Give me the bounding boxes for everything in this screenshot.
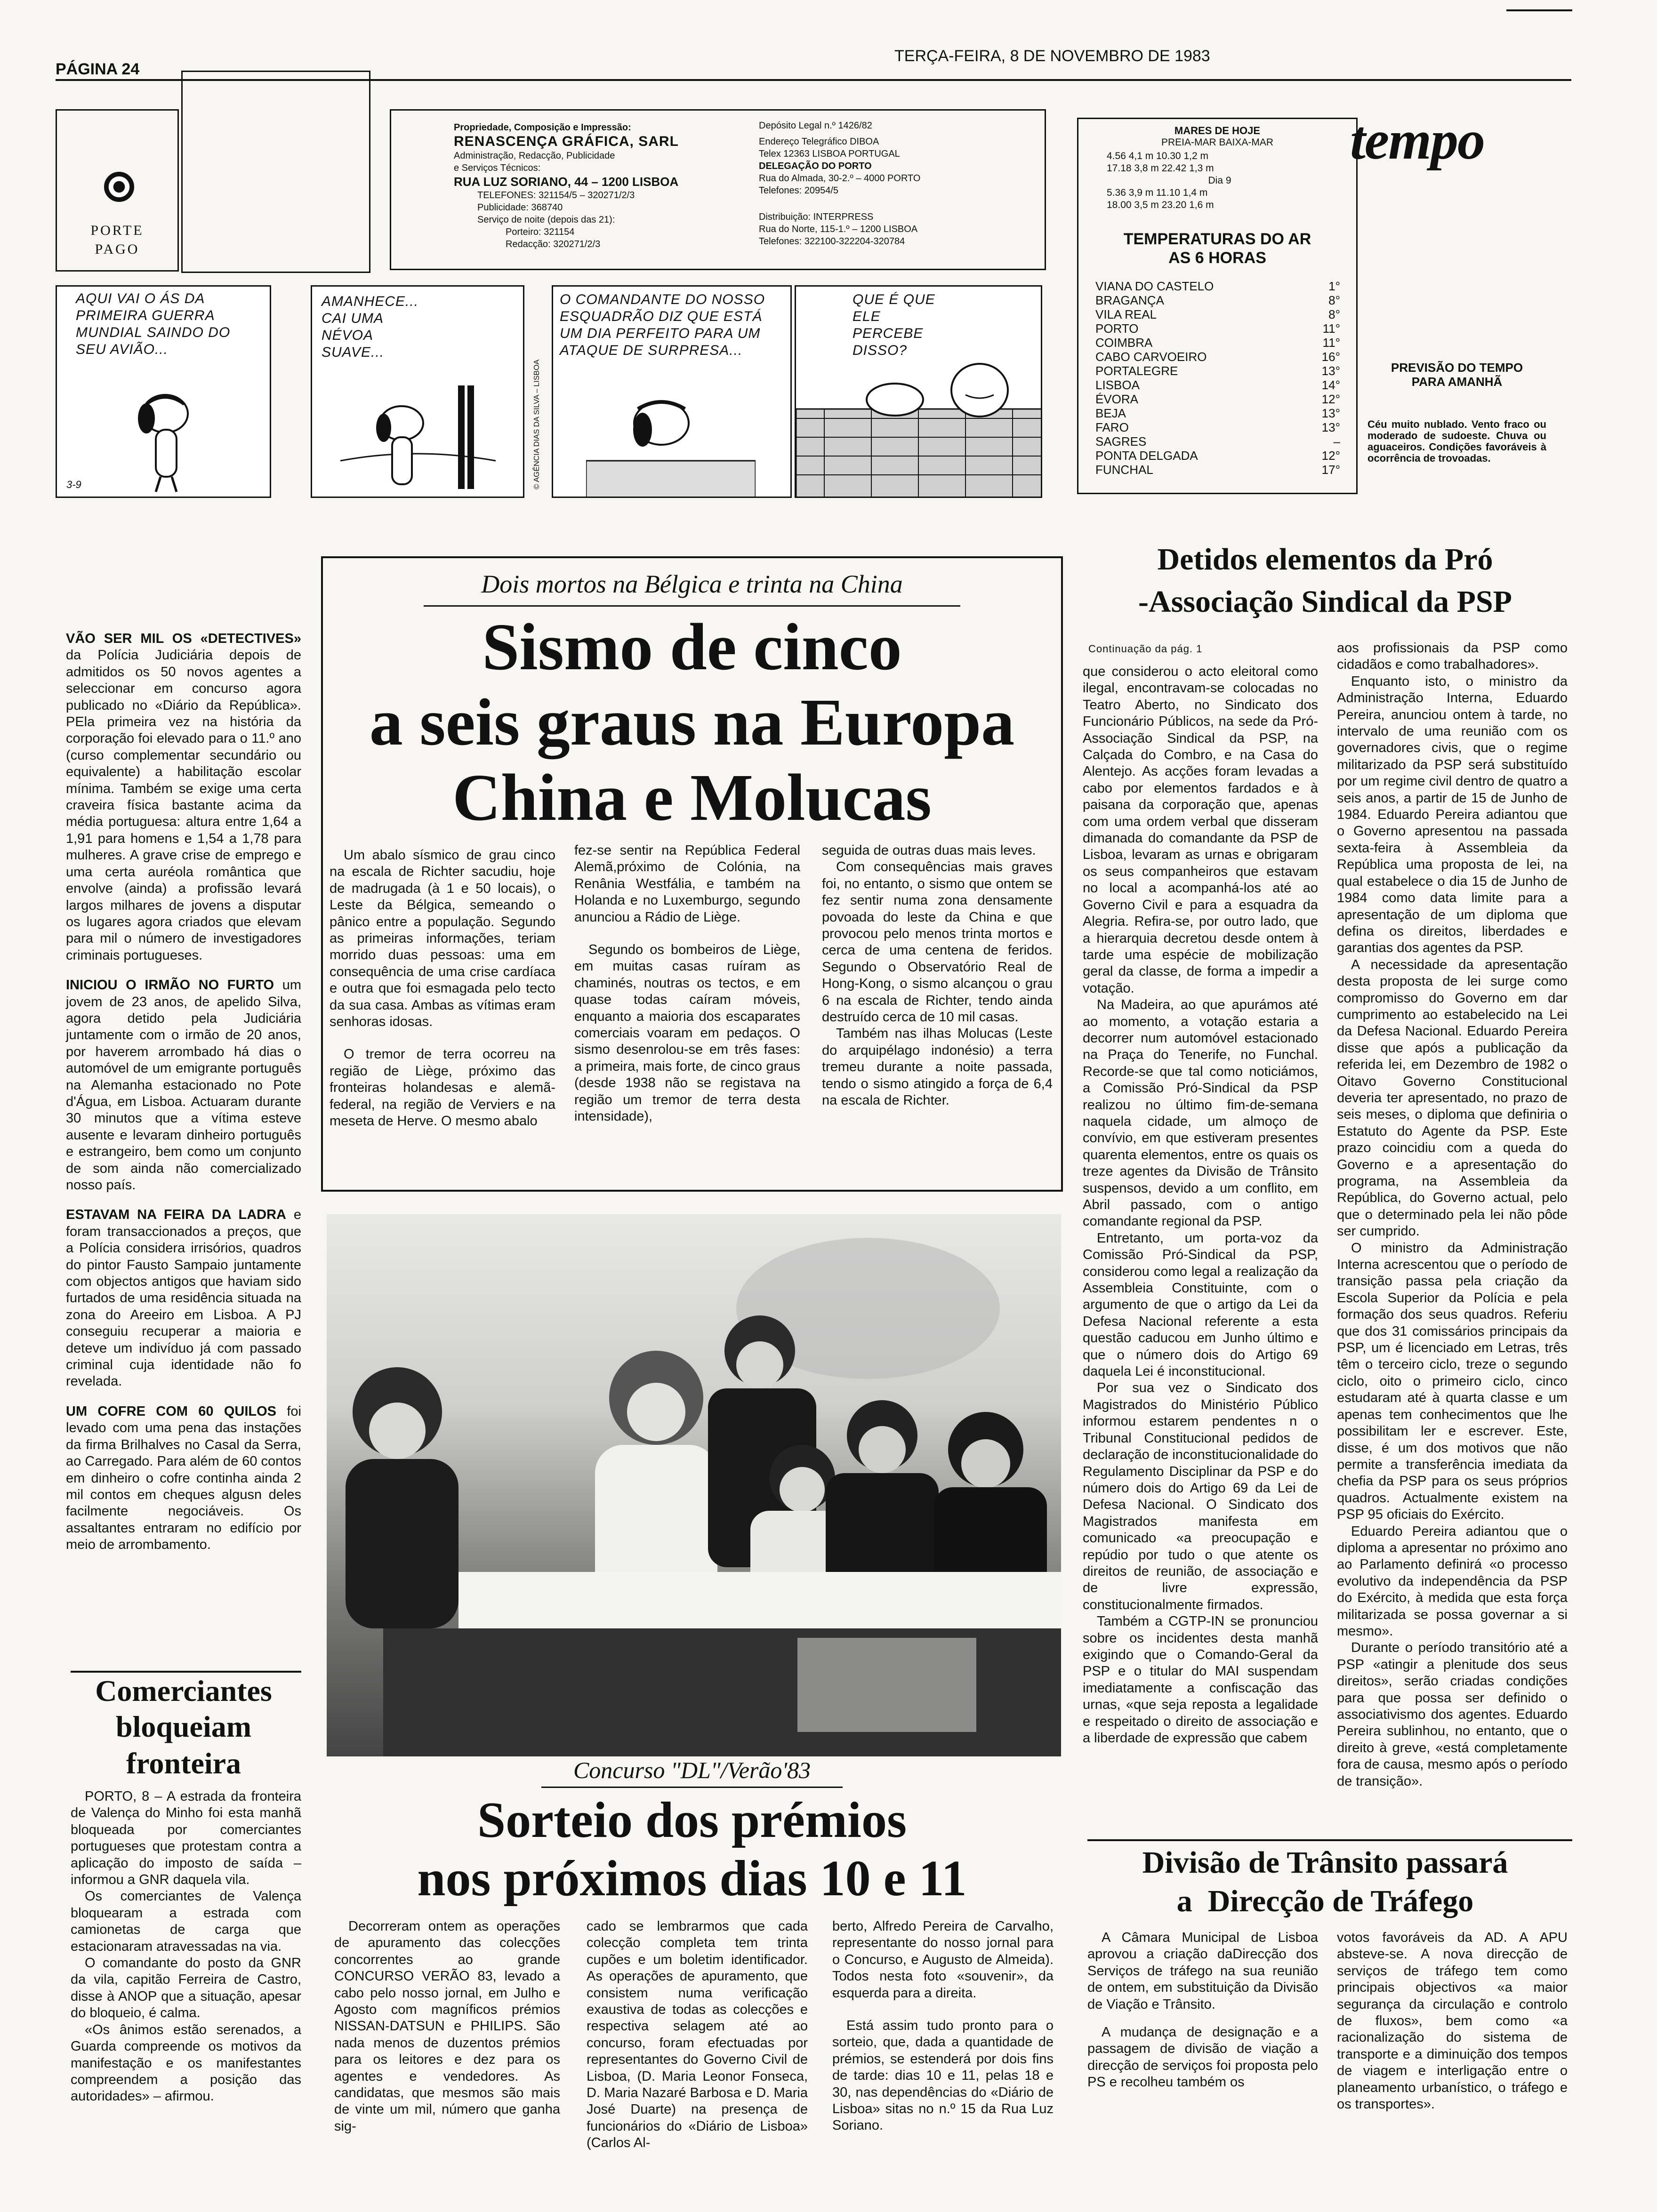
snoopy-figure-icon: [340, 376, 496, 498]
temps-title-2: AS 6 HORAS: [1168, 249, 1266, 267]
temps-city: LISBOA: [1095, 378, 1140, 392]
temps-value: 13°: [1321, 406, 1340, 420]
temps-value: 1°: [1328, 279, 1340, 293]
brief-lead: UM COFRE COM 60 QUILOS: [66, 1403, 277, 1419]
mares-row: 18.00 3,5 m 23.20 1,6 m: [1107, 200, 1214, 210]
tempo-logo: tempo: [1350, 109, 1484, 171]
sismo-title-2: a seis graus na Europa: [369, 685, 1015, 759]
comerciantes-rule: [71, 1671, 301, 1673]
temps-row: [1095, 392, 1340, 406]
temps-row: [1095, 350, 1340, 364]
legal-endereco: Endereço Telegráfico DIBOA: [759, 136, 879, 147]
temps-row: [1095, 279, 1340, 293]
ownership-noite: Serviço de noite (depois das 21):: [477, 215, 615, 225]
temps-row: [1095, 293, 1340, 307]
temps-city: CABO CARVOEIRO: [1095, 350, 1207, 364]
transito-col-1: [1087, 1930, 1318, 2091]
temps-value: 11°: [1322, 321, 1340, 336]
mares-row: 17.18 3,8 m 22.42 1,3 m: [1107, 163, 1214, 174]
comerciantes-para: «Os ânimos estão serenados, a Guarda compreende os motivos da manifestação e os manifestantes compreendem a posição das autoridades» – afirmou.: [71, 2022, 301, 2104]
photo-people-illustration: [327, 1214, 1061, 1756]
temps-value: 14°: [1321, 378, 1340, 392]
temps-value: 11°: [1322, 336, 1340, 350]
transito-rule: [1087, 1839, 1572, 1841]
porte-label: PORTE: [90, 223, 144, 238]
sorteio-col-2: [587, 1918, 808, 2152]
company-name: RENASCENÇA GRÁFICA, SARL: [454, 134, 679, 149]
legal-distribuicao: Distribuição: INTERPRESS: [759, 212, 874, 222]
previsao-text: Céu muito nublado. Vento fraco ou moderado de sudoeste. Chuva ou aguaceiros. Condições favoráveis à ocorrência de trovoadas.: [1367, 418, 1546, 464]
sismo-kicker: Dois mortos na Bélgica e trinta na China: [481, 570, 903, 598]
psp-para: Na Madeira, ao que apurámos até ao momento, a votação estaria a decorrer num automóvel estacionado na Praça do Tenerife, no Funchal. Recorde-se que tal como noticiámos, a Comissão Pró-Sindical da PSP realizou no último fim-de-semana naquela cidade, um almoço de convívio, em que estiveram presentes quarenta elementos, entre os quais os treze agentes da Divisão de Trânsito suspensos, devido a um conflito, em Abril passado, com o antigo comandante regional da PSP.: [1083, 997, 1318, 1229]
ownership-porteiro: Porteiro: 321154: [506, 227, 575, 237]
transito-title-2: a Direcção de Tráfego: [1176, 1884, 1474, 1918]
temps-row: [1095, 307, 1340, 321]
legal-deposito: Depósito Legal n.º 1426/82: [759, 120, 872, 131]
temps-row: [1095, 406, 1340, 420]
temps-value: 17°: [1321, 463, 1340, 477]
header-rule-top: [1506, 9, 1572, 11]
comerciantes-title-1: Comerciantes: [95, 1674, 272, 1707]
ownership-line1: Propriedade, Composição e Impressão:: [454, 122, 631, 133]
comerciantes-para: Os comerciantes de Valença bloquearam a estrada com camionetas de carga que estacionaram atravessadas na via.: [71, 1889, 301, 1954]
temps-city: PORTALEGRE: [1095, 364, 1178, 378]
temps-city: BRAGANÇA: [1095, 293, 1164, 307]
temps-city: PONTA DELGADA: [1095, 449, 1198, 463]
sorteio-para: cado se lembrarmos que cada colecção completa tem trinta cupões e um boletim identificador. As operações de apuramento, que consistem numa verificação exaustiva de todas as colecções e respectiva selagem até ao concurso, foram efectuadas por representantes do Governo Civil de Lisboa, (D. Maria Leonor Fonseca, D. Maria Nazaré Barbosa e D. Maria José Duarte) na presença de funcionários do «Diário de Lisboa» (Carlos Al-: [587, 1919, 808, 2151]
comerciantes-title-3: fronteira: [126, 1747, 241, 1780]
temps-row: [1095, 378, 1340, 392]
sismo-col-3: [822, 842, 1053, 1109]
previsao-title-2: PARA AMANHÃ: [1411, 375, 1503, 389]
psp-para: Também a CGTP-IN se pronunciou sobre os incidentes desta manhã exigindo que o Comando-Geral da PSP e o titular do MAI suspendam imediatamente a confiscação das urnas, «que seja reposta a legalidade e respeitado o direito de associação e a liberdade de expressão que cabem: [1083, 1614, 1318, 1746]
temps-value: 13°: [1321, 420, 1340, 434]
sismo-para: Com consequências mais graves foi, no entanto, o sismo que ontem se fez sentir numa zona densamente povoada do leste da China e que provocou pelo menos trinta mortos e cerca de uma centena de feridos. Segundo o Observatório Real de Hong-Kong, o sismo alcançou o grau 6 na escala de Richter, tendo ainda destruído cerca de 10 mil casas.: [822, 859, 1053, 1025]
sismo-para: Segundo os bombeiros de Liège, em muitas casas ruíram as chaminés, noutras os tectos, e em quase todas caíram móveis, enquanto a maioria dos escaparates comerciais voaram em pedaços. O sismo desenrolou-se em três fases: a primeira, mais forte, de cinco graus (desde 1938 não se registava na região um tremor de terra desta intensidade),: [574, 942, 800, 1124]
mares-title: MARES DE HOJE: [1174, 125, 1261, 136]
mares-row: 4.56 4,1 m 10.30 1,2 m: [1107, 151, 1208, 161]
temps-value: 13°: [1321, 364, 1340, 378]
ownership-publicidade: Publicidade: 368740: [477, 202, 563, 213]
temps-city: VIANA DO CASTELO: [1095, 279, 1214, 293]
brief-text: foi levado com uma pena das instações da firma Brilhalves no Casal da Serra, ao Carregado. Para além de 60 contos em dinheiro o cofre continha ainda 2 mil contos em cheques algusn deles facilmente negociáveis. Os assaltantes entraram no edifício por meio de arrombamento.: [66, 1403, 301, 1553]
psp-para: Eduardo Pereira adiantou que o diploma a apresentar no próximo ano ao Parlamento definirá «o processo evolutivo da independência da PSP do Exército, à medida que esta força militarizada se possa governar a si mesmo».: [1337, 1523, 1568, 1639]
psp-para: A necessidade da apresentação desta proposta de lei surge como compromisso do Governo em dar cumprimento ao estabelecido na Lei da Defesa Nacional. Eduardo Pereira disse que após a publicação da referida lei, em Dezembro de 1982 o Oitavo Governo Constitucional deveria ter apresentado, no prazo de seis meses, o diploma que definiria o Estatuto do Agente da PSP. Este prazo coincidiu com a queda do Governo e a apresentação do programa, na Assembleia da República, do Governo actual, pelo que o determinado pela lei não pôde ser cumprido.: [1337, 957, 1568, 1239]
mares-sub: PREIA-MAR BAIXA-MAR: [1161, 137, 1274, 148]
psp-title-1: Detidos elementos da Pró: [1157, 542, 1493, 577]
legal-block: [759, 120, 1022, 248]
snoopy-figure-icon: [118, 381, 212, 494]
page-number: PÁGINA 24: [56, 60, 140, 78]
sorteio-kicker-rule: [541, 1787, 843, 1788]
blank-stamp-box: [181, 71, 370, 273]
sorteio-col-3: [832, 1918, 1054, 2134]
ownership-redaccao: Redacção: 320271/2/3: [506, 239, 601, 249]
psp-para: O ministro da Administração Interna acrescentou que o período de transição passa pela criação da Escola Superior da Polícia e pela formação dos seus quadros. Referiu que dos 31 comissários principais da PSP, um é licenciado em Letras, três têm o terceiro ciclo, treze o segundo ciclo, oito o primeiro ciclo, cinco estudaram até à quarta classe e um apenas tem conhecimentos que lhe possibilitam ler e escrever. Este, disse, é um dos motivos que não permite a transferência imediata da chefia da PSP para os seus próprios quadros. Actualmente existem na PSP 95 oficiais do Exército.: [1337, 1240, 1568, 1523]
sismo-para: fez-se sentir na República Federal Alemã,próximo de Colónia, na Renânia Westfália, e também na Holanda e no Luxemburgo, segundo anunciou a Rádio de Liège.: [574, 843, 800, 925]
sismo-col-1: [330, 847, 555, 1130]
temps-row: [1095, 364, 1340, 378]
sorteio-title-2: nos próximos dias 10 e 11: [417, 1851, 967, 1907]
temps-value: 8°: [1328, 307, 1340, 321]
transito-para: A mudança de designação e a passagem de divisão de viação a direcção de serviços foi proposta pelo PS e recolheu também os: [1087, 2025, 1318, 2090]
psp-continuacao: Continuação da pág. 1: [1088, 643, 1203, 655]
temps-value: 12°: [1321, 449, 1340, 463]
charlie-brown-figure-icon: [796, 343, 1042, 498]
temps-city: FUNCHAL: [1095, 463, 1153, 477]
sorteio-col-1: [334, 1918, 560, 2135]
legal-dist-tel: Telefones: 322100-322204-320784: [759, 236, 905, 247]
comic-panel-1: [56, 285, 271, 498]
temps-row: [1095, 463, 1340, 477]
comic-panel-4: [795, 285, 1042, 498]
temps-row: [1095, 434, 1340, 449]
temps-city: COIMBRA: [1095, 336, 1153, 350]
legal-delegacao: DELEGAÇÃO DO PORTO: [759, 161, 872, 171]
left-briefs-column: [66, 631, 301, 1554]
ownership-admin: Administração, Redacção, Publicidade: [454, 151, 615, 161]
temps-city: SAGRES: [1095, 434, 1147, 449]
temps-row: [1095, 321, 1340, 336]
comerciantes-title-2: bloqueiam: [115, 1710, 252, 1743]
sorteio-title-1: Sorteio dos prémios: [477, 1792, 907, 1848]
temps-row: [1095, 449, 1340, 463]
temps-value: 12°: [1321, 392, 1340, 406]
sismo-title-1: Sismo de cinco: [482, 609, 902, 684]
contest-photo: [327, 1214, 1061, 1756]
temps-city: BEJA: [1095, 406, 1126, 420]
sismo-kicker-rule: [424, 605, 960, 607]
comic-bubble-text: AQUI VAI O ÁS DA PRIMEIRA GUERRA MUNDIAL SAINDO DO SEU AVIÃO...: [76, 291, 231, 357]
psp-para: Enquanto isto, o ministro da Administração Interna, Eduardo Pereira, anunciou ontem à tarde, no intervalo de uma reunião com os governadores civis, que o regime militarizado da PSP será substituído por um regime civil dentro de quatro a seis anos, a partir de 15 de Junho de 1984. Eduardo Pereira adiantou que o Governo apresentou na passada sexta-feira à Assembleia da República uma proposta de lei, na qual estabelece o dia 15 de Junho de 1984 como data limite para a apresentação de um diploma que defina os direitos, liberdades e garantias dos agentes da PSP.: [1337, 673, 1568, 956]
psp-col-2: [1337, 640, 1568, 1790]
brief-text: e foram transaccionados a preços, que a Polícia considera irrisórios, quadros do pintor Fausto Sampaio juntamente com objectos antigos que haviam sido furtados de uma residência situada na zona do Areeiro em Lisboa. A PJ conseguiu recuperar a maioria e deteve um indivíduo já com passado criminal cuja identidade não fo revelada.: [66, 1207, 301, 1389]
legal-telex: Telex 12363 LISBOA PORTUGAL: [759, 149, 900, 159]
temps-list: [1095, 279, 1340, 477]
sorteio-kicker: Concurso "DL"/Verão'83: [573, 1757, 811, 1783]
brief-text: da Polícia Judiciária depois de admitidos os 50 novos agentes a seleccionar em concurso agora publicado no «Diário da República». PEla primeira vez na história da corporação foi elevado para o 11.º ano (curso complementar secundário ou equivalente) a habilitação escolar mínima. Também se exige uma certa craveira física bastante acima da média portuguesa: altura entre 1,64 a 1,91 para homens e 1,54 a 1,78 para mulheres. A grave crise de emprego e uma certa auréola romântica que envolve (ainda) a profissão levará largos milhares de jovens a disputar os lugares agora criados que elevam para mil o número de investigadores criminais portugueses.: [66, 648, 301, 963]
comic-panel-3: [552, 285, 792, 498]
mares-row: Dia 9: [1208, 175, 1231, 186]
sismo-para: Também nas ilhas Molucas (Leste do arquipélago indonésio) a terra tremeu durante a noite passada, tendo o sismo atingido a força de 6,4 na escala de Richter.: [822, 1026, 1053, 1108]
mares-rows: [1107, 150, 1333, 211]
transito-para: votos favoráveis da AD. A APU absteve-se. A nova direcção de serviços de tráfego tem como principais objectivos «a maior segurança da circulação e controlo de fluxos», bem como «a racionalização do sistema de transporte e a diminuição dos tempos de viagem e interligação entre o planeamento urbanístico, o tráfego e os transportes».: [1337, 1930, 1568, 2112]
ownership-services: e Serviços Técnicos:: [454, 163, 541, 173]
temps-row: [1095, 420, 1340, 434]
temps-value: 8°: [1328, 293, 1340, 307]
porte-pago-box: [56, 109, 179, 272]
temps-city: FARO: [1095, 420, 1129, 434]
temps-title-1: TEMPERATURAS DO AR: [1123, 230, 1311, 248]
comerciantes-body: [71, 1788, 301, 2105]
sorteio-para: Decorreram ontem as operações de apuramento das colecções concorrentes ao grande CONCURSO VERÃO 83, levado a cabo pelo nosso jornal, em Julho e Agosto com magníficos prémios NISSAN-DATSUN e PHILIPS. São nada menos de duzentos prémios para os leitores e dez para os agentes e vendedores. As candidatas, que mesmos são mais de vinte um mil, número que ganha sig-: [334, 1919, 560, 2134]
sismo-para: O tremor de terra ocorreu na região de Liège, próximo das fronteiras holandesas e alemã-federal, na região de Verviers e na meseta de Herve. O mesmo abalo: [330, 1047, 555, 1129]
comic-bubble-text: QUE É QUE ELE PERCEBE DISSO?: [853, 292, 935, 358]
psp-para: aos profissionais da PSP como cidadãos e como trabalhadores».: [1337, 641, 1568, 673]
sismo-title-3: China e Molucas: [452, 760, 932, 834]
temps-city: PORTO: [1095, 321, 1139, 336]
sismo-para: seguida de outras duas mais leves.: [822, 843, 1036, 858]
psp-para: Entretanto, um porta-voz da Comissão Pró-Sindical da PSP, considerou como legal a realização da Assembleia Constituinte, com o argumento de que o artigo da Lei da Defesa Nacional referente a esta questão caducou em Junho último e que o número dois do Artigo 69 daquela Lei é inconstitucional.: [1083, 1230, 1318, 1379]
legal-porto-addr: Rua do Almada, 30-2.º – 4000 PORTO: [759, 173, 921, 184]
brief-text: um jovem de 23 anos, de apelido Silva, agora detido pela Judiciária juntamente com o irmão de 20 anos, por haverem arrombado há dias o automóvel de um emigrante português na Alemanha estacionado no Pote d'Água, em Lisboa. Actuaram durante 30 minutos que a vítima esteve ausente e levaram dinheiro português e estrangeiro, bem como um conjunto de som ainda não comercializado nosso país.: [66, 978, 301, 1193]
pago-label: PAGO: [95, 241, 140, 257]
legal-dist-addr: Rua do Norte, 115-1.º – 1200 LISBOA: [759, 224, 918, 234]
brief-lead: INICIOU O IRMÃO NO FURTO: [66, 978, 274, 993]
comic-panel-2: [311, 285, 524, 498]
psp-col-1: [1083, 664, 1318, 1747]
page-date: TERÇA-FEIRA, 8 DE NOVEMBRO DE 1983: [894, 47, 1210, 65]
sismo-para: Um abalo sísmico de grau cinco na escala de Richter sacudiu, hoje de madrugada (à 1 e 50 locais), o Leste da Bélgica, semeando o pânico entre a população. Segundo as primeiras informações, teriam morrido duas pessoas: uma em consequência de uma crise cardíaca e outra que foi esmagada pelo tecto da sua casa. Ambas as vítimas eram senhoras idosas.: [330, 848, 555, 1030]
comerciantes-para: O comandante do posto da GNR da vila, capitão Ferreira de Castro, disse à ANOP que a situação, apesar do bloqueio, é calma.: [71, 1956, 301, 2021]
comic-bubble-text: AMANHECE... CAI UMA NÉVOA SUAVE...: [322, 294, 419, 360]
ownership-block: [454, 121, 746, 250]
comic-credit: © AGÊNCIA DIAS DA SILVA – LISBOA: [533, 359, 541, 489]
temps-city: ÉVORA: [1095, 392, 1139, 406]
ownership-address: RUA LUZ SORIANO, 44 – 1200 LISBOA: [454, 175, 679, 189]
mares-row: 5.36 3,9 m 11.10 1,4 m: [1107, 187, 1208, 198]
sorteio-para: Está assim tudo pronto para o sorteio, que, dada a quantidade de prémios, se estenderá por dois fins de tarde: dias 10 e 11, pelas 18 e 30, nas dependências do «Diário de Lisboa» sitas no n.º 15 da Rua Luz Soriano.: [832, 2018, 1054, 2133]
comic-bubble-text: O COMANDANTE DO NOSSO ESQUADRÃO DIZ QUE ESTÁ UM DIA PERFEITO PARA UM ATAQUE DE SURPRESA...: [560, 292, 765, 358]
temps-value: –: [1333, 434, 1340, 449]
sismo-col-2: [574, 842, 800, 1125]
comic-date-mark: 3-9: [66, 479, 81, 490]
legal-porto-tel: Telefones: 20954/5: [759, 185, 839, 196]
snoopy-figure-icon: [586, 381, 756, 498]
brief-lead: ESTAVAM NA FEIRA DA LADRA: [66, 1207, 286, 1223]
temps-value: 16°: [1321, 350, 1340, 364]
temps-city: VILA REAL: [1095, 307, 1157, 321]
seal-icon: [104, 172, 134, 202]
previsao-title-1: PREVISÃO DO TEMPO: [1391, 361, 1523, 375]
psp-para: que considerou o acto eleitoral como ilegal, encontravam-se colocadas no Teatro Aberto, no Sindicato dos Funcionário Públicos, na sede da Pró-Associação Sindical da PSP, na Calçada do Combro, e na Casa do Alentejo. As acções foram levadas a cabo por elementos fardados e à paisana da corporação que, apenas com uma ordem verbal que disseram dimanada do comandante da PSP de Lisboa, levaram as urnas e obrigaram os seus companheiros que estavam no local a acompanhá-los até ao Governo Civil e para a esquadra da Alegria. Refira-se, por outro lado, que a hierarquia decretou desde ontem à tarde uma espécie de mobilização geral da classe, de forma a impedir a votação.: [1083, 664, 1318, 996]
psp-para: Por sua vez o Sindicato dos Magistrados do Ministério Público informou estarem pendentes n o Tribunal Constitucional pedidos de declaração de inconstitucionalidade do Regulamento Disciplinar da PSP e do número dois do Artigo 69 da Lei de Defesa Nacional. O Sindicato dos Magistrados manifesta em comunicado «a preocupação e repúdio por tudo o que atente os direitos de reunião, de associação e de livre expressão, constitucionalmente firmados.: [1083, 1380, 1318, 1612]
comerciantes-para: PORTO, 8 – A estrada da fronteira de Valença do Minho foi esta manhã bloqueada por comerciantes portugueses que protestam contra a aplicação do imposto de saída – informou a GNR daquela vila.: [71, 1789, 301, 1888]
psp-para: Durante o período transitório até a PSP «atingir a plenitude dos seus direitos», serão criadas condições para que possa ser definido o associativismo dos agentes. Eduardo Pereira sublinhou, no entanto, que o direito à greve, «está completamente fora de causa, mesmo após o período de transição».: [1337, 1640, 1568, 1789]
transito-title-1: Divisão de Trânsito passará: [1142, 1845, 1508, 1880]
sorteio-para: berto, Alfredo Pereira de Carvalho, representante do nosso jornal para o Concurso, e Augusto de Almeida). Todos nesta foto «souvenir», da esquerda para a direita.: [832, 1919, 1054, 2001]
ownership-phones: TELEFONES: 321154/5 – 320271/2/3: [477, 190, 635, 200]
psp-title-2: -Associação Sindical da PSP: [1138, 585, 1512, 619]
transito-col-2: [1337, 1930, 1568, 2113]
temps-row: [1095, 336, 1340, 350]
weather-box: [1077, 118, 1358, 494]
transito-para: A Câmara Municipal de Lisboa aprovou a criação daDirecção dos Serviços de tráfego na sua reunião de ontem, em substituição da Divisão de Viação e Trânsito.: [1087, 1930, 1318, 2012]
brief-lead: VÃO SER MIL OS «DETECTIVES»: [66, 631, 301, 646]
